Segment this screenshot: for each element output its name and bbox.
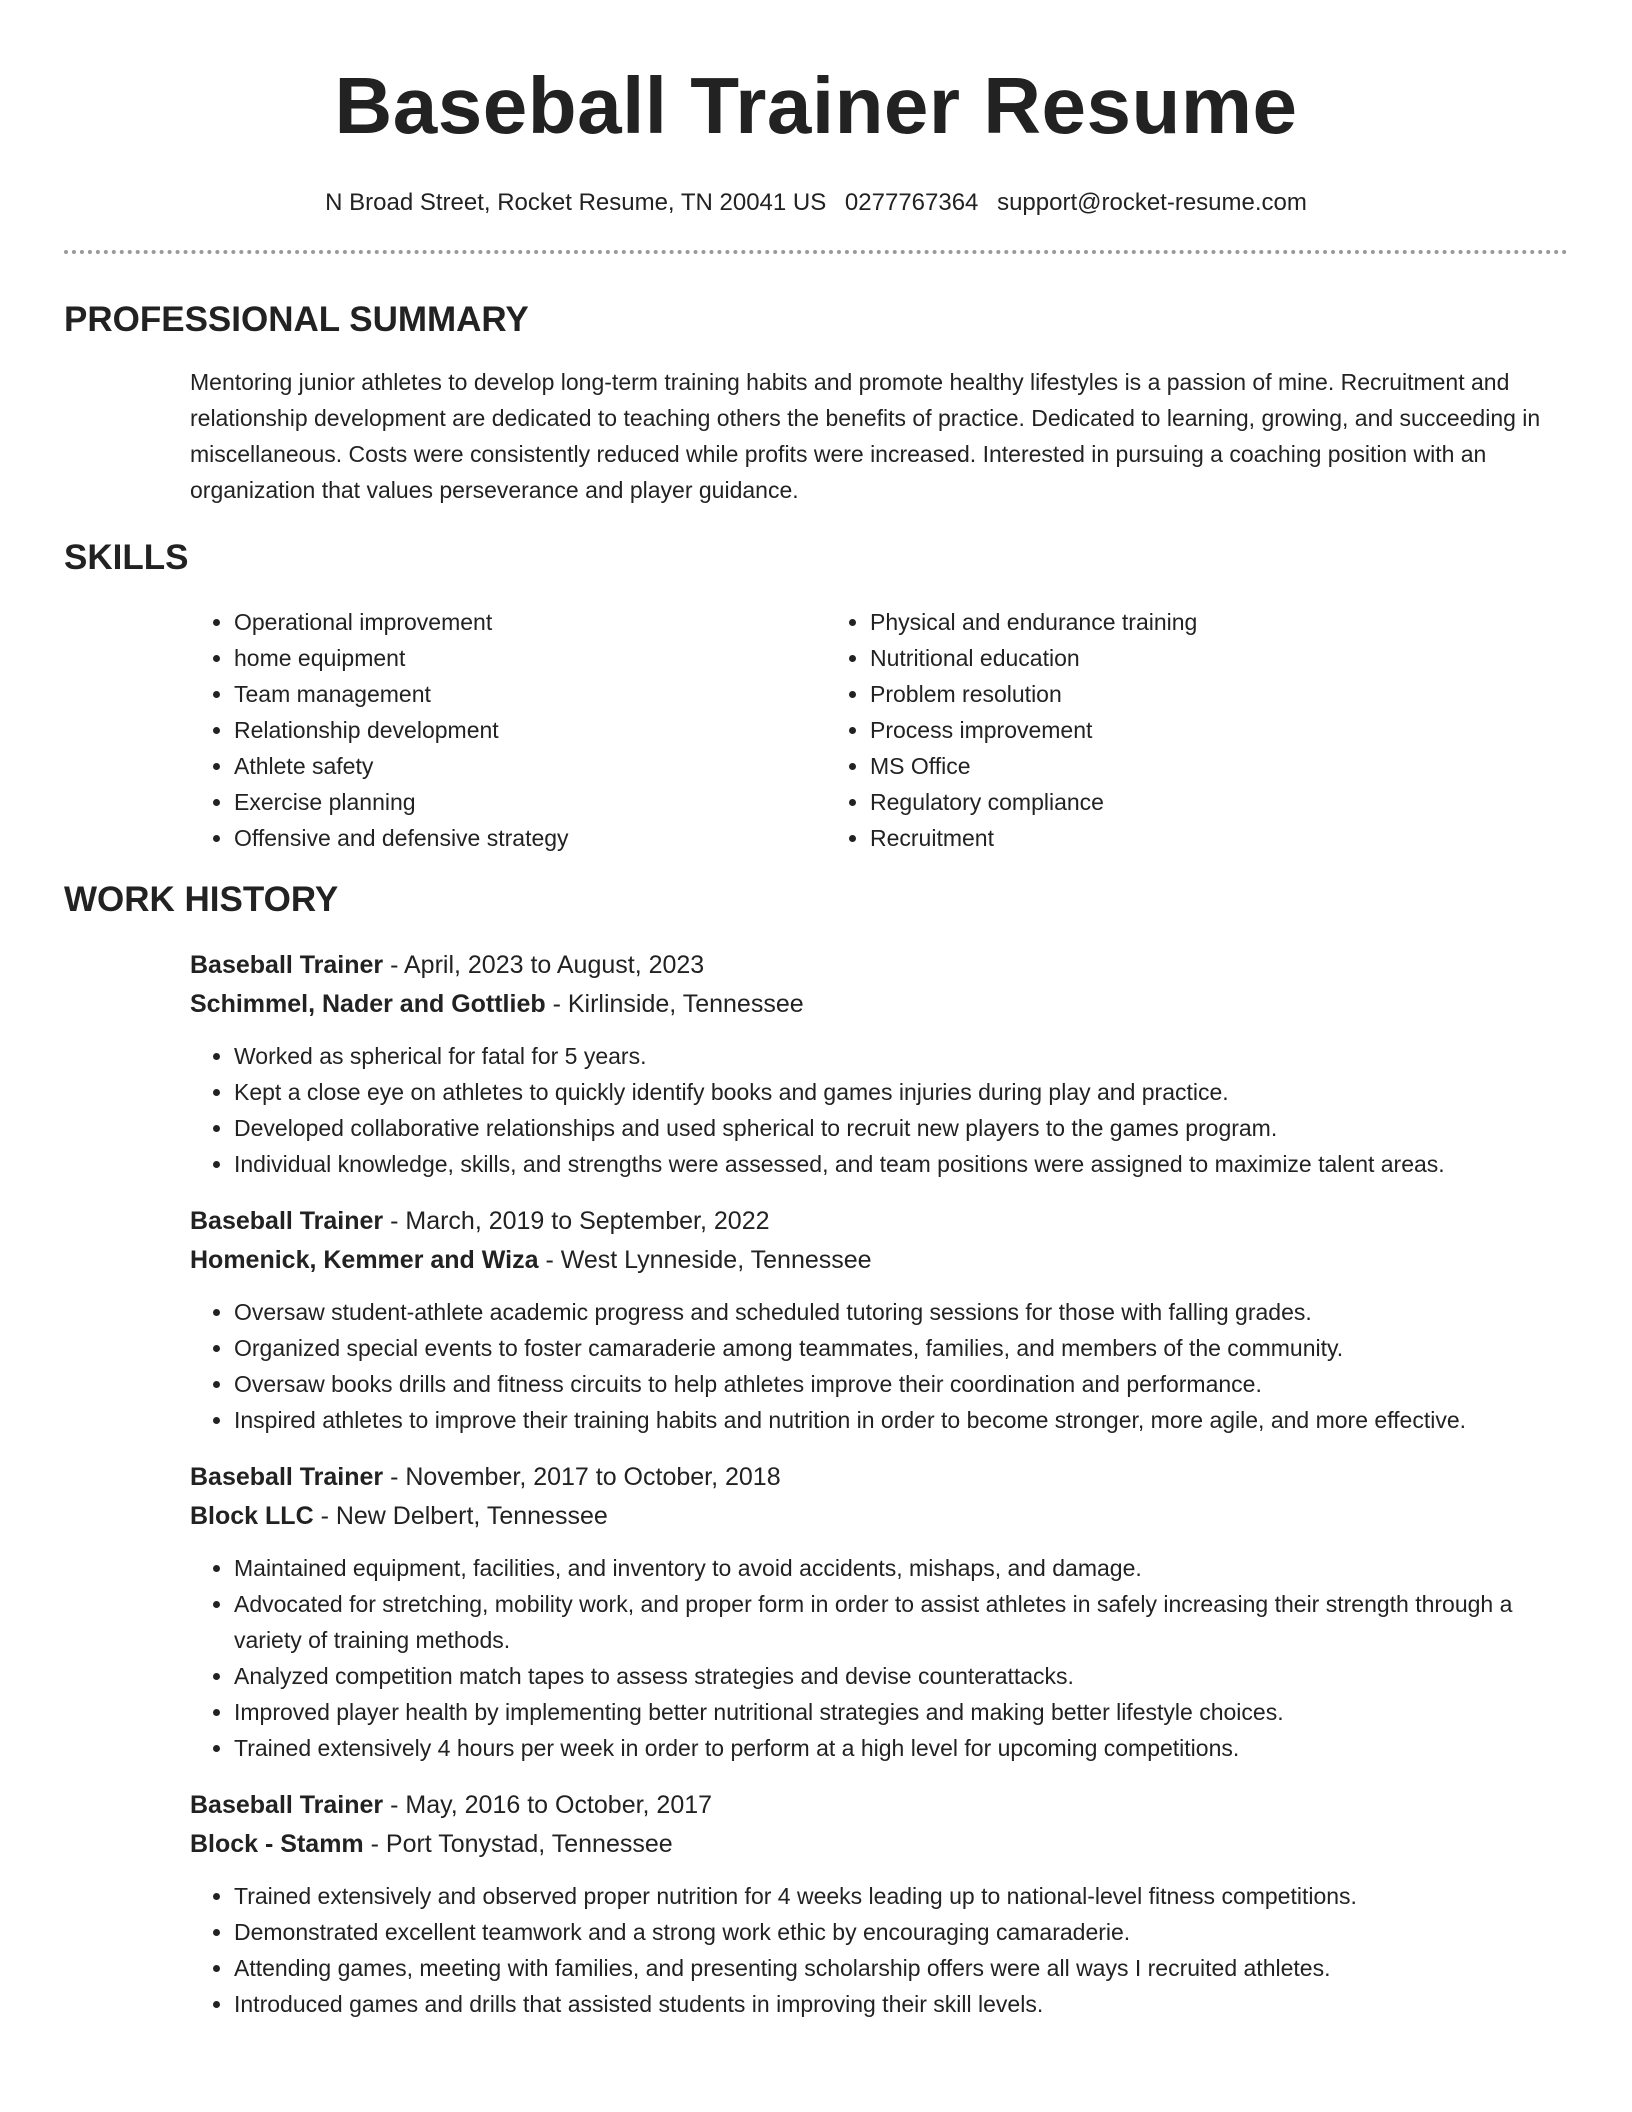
job-bullets [190,1294,1568,1438]
job-company-line [190,1241,1568,1280]
job-role: Baseball Trainer [190,951,384,979]
skill-item: • Offensive and defensive strategy [234,820,826,856]
summary-text: Mentoring junior athletes to develop long-term training habits and promote healthy lifestyles is a passion of mine. Recruitment and relationship development are dedicated to teaching others the benefits of practice. Dedicated to learning, growing, and succeeding in miscellaneous. Costs were consistently reduced while profits were increased. Interested in pursuing a coaching position with an organization that values perseverance and player guidance. [190,369,1541,503]
job-company: Block - Stamm [190,1830,364,1858]
job-role: Baseball Trainer [190,1791,384,1819]
skill-item: • Team management [234,676,826,712]
resume-header [64,0,1568,218]
job-title-line [190,1458,1568,1497]
job-role: Baseball Trainer [190,1463,384,1491]
skill-item: • Regulatory compliance [870,784,1426,820]
work-history-heading: WORK HISTORY [64,880,339,919]
job-bullet: • Worked as spherical for fatal for 5 years. [234,1038,1568,1074]
skills-list [190,604,1568,856]
skill-item: • Athlete safety [234,748,826,784]
skill-item: • home equipment [234,640,826,676]
skill-item: • Relationship development [234,712,826,748]
job-bullet: • Demonstrated excellent teamwork and a strong work ethic by encouraging camaraderie. [234,1914,1568,1950]
summary-heading: PROFESSIONAL SUMMARY [64,300,529,339]
job-bullets [190,1878,1568,2022]
job-company-line [190,1497,1568,1536]
job-bullet: • Developed collaborative relationships and used spherical to recruit new players to the games program. [234,1110,1568,1146]
job-entry [190,946,1568,1182]
job-bullet: • Oversaw books drills and fitness circuits to help athletes improve their coordination and performance. [234,1366,1568,1402]
job-dates: - May, 2016 to October, 2017 [383,1791,713,1819]
job-role: Baseball Trainer [190,1207,384,1235]
job-dates: - March, 2019 to September, 2022 [383,1207,770,1235]
job-entry [190,1202,1568,1438]
skills-column-right [826,604,1426,856]
job-bullet: • Trained extensively 4 hours per week in order to perform at a high level for upcoming competitions. [234,1730,1568,1766]
skill-item: • Problem resolution [870,676,1426,712]
contact-email[interactable]: support@rocket-resume.com [997,189,1307,216]
job-company: Homenick, Kemmer and Wiza [190,1246,539,1274]
resume-name: Baseball Trainer Resume [334,61,1298,150]
job-bullet: • Oversaw student-athlete academic progress and scheduled tutoring sessions for those with falling grades. [234,1294,1568,1330]
job-bullets [190,1038,1568,1182]
job-title-line [190,946,1568,985]
job-title-line [190,1786,1568,1825]
job-location: - Port Tonystad, Tennessee [363,1830,673,1858]
job-title-line [190,1202,1568,1241]
skills-column-left [190,604,826,856]
skill-item: • Process improvement [870,712,1426,748]
skills-heading: SKILLS [64,538,189,577]
contact-line [64,188,1568,218]
job-entry [190,1786,1568,2022]
job-bullet: • Advocated for stretching, mobility work, and proper form in order to assist athletes in safely increasing their strength through a variety of training methods. [234,1586,1568,1658]
job-bullet: • Analyzed competition match tapes to assess strategies and devise counterattacks. [234,1658,1568,1694]
job-bullet: • Individual knowledge, skills, and strengths were assessed, and team positions were assigned to maximize talent areas. [234,1146,1568,1182]
job-bullet: • Attending games, meeting with families, and presenting scholarship offers were all ways I recruited athletes. [234,1950,1568,1986]
job-bullet: • Improved player health by implementing better nutritional strategies and making better lifestyle choices. [234,1694,1568,1730]
skill-item: • Operational improvement [234,604,826,640]
job-entry [190,1458,1568,1766]
job-bullet: • Organized special events to foster camaraderie among teammates, families, and members of the community. [234,1330,1568,1366]
header-divider [64,250,1568,254]
job-company-line [190,1825,1568,1864]
job-bullet: • Maintained equipment, facilities, and inventory to avoid accidents, mishaps, and damage. [234,1550,1568,1586]
contact-phone: 0277767364 [844,189,979,216]
job-location: - Kirlinside, Tennessee [545,990,804,1018]
job-company-line [190,985,1568,1024]
job-location: - West Lynneside, Tennessee [538,1246,872,1274]
job-location: - New Delbert, Tennessee [313,1502,608,1530]
skill-item: • MS Office [870,748,1426,784]
job-bullet: • Inspired athletes to improve their training habits and nutrition in order to become stronger, more agile, and more effective. [234,1402,1568,1438]
contact-address: N Broad Street, Rocket Resume, TN 20041 US [325,189,827,216]
job-bullet: • Kept a close eye on athletes to quickly identify books and games injuries during play and practice. [234,1074,1568,1110]
skill-item: • Nutritional education [870,640,1426,676]
job-dates: - November, 2017 to October, 2018 [383,1463,781,1491]
skill-item: • Physical and endurance training [870,604,1426,640]
job-company: Schimmel, Nader and Gottlieb [190,990,546,1018]
job-bullet: • Trained extensively and observed proper nutrition for 4 weeks leading up to national-level fitness competitions. [234,1878,1568,1914]
job-company: Block LLC [190,1502,314,1530]
skill-item: • Exercise planning [234,784,826,820]
job-bullet: • Introduced games and drills that assisted students in improving their skill levels. [234,1986,1568,2022]
job-dates: - April, 2023 to August, 2023 [383,951,705,979]
skill-item: • Recruitment [870,820,1426,856]
job-bullets [190,1550,1568,1766]
